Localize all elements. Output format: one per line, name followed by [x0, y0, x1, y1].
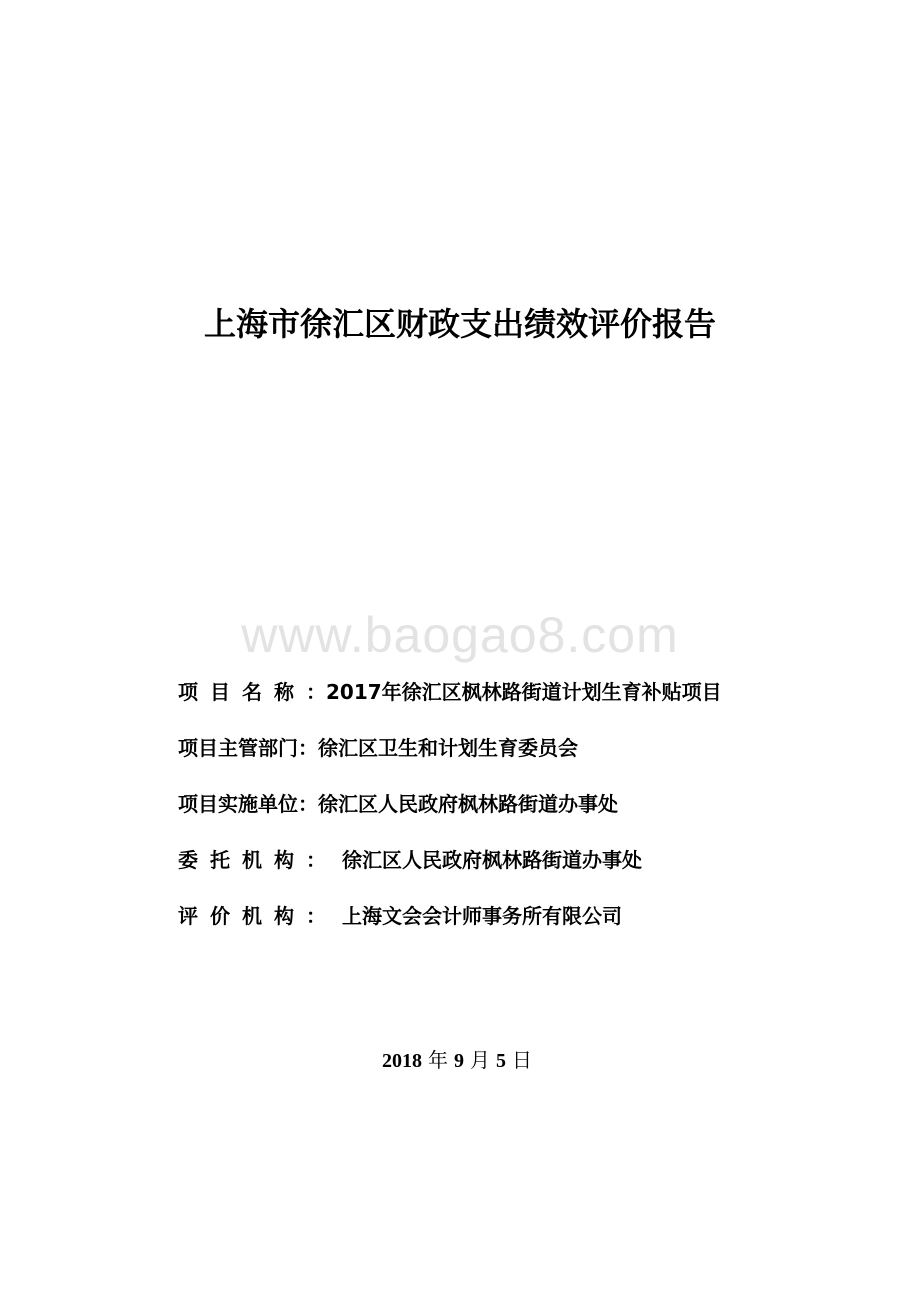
date-month-unit: 月 — [470, 1048, 490, 1072]
date-year: 2018 — [382, 1050, 422, 1072]
implementing-unit-label: 项目实施单位 — [178, 792, 298, 816]
report-title: 上海市徐汇区财政支出绩效评价报告 — [203, 305, 716, 343]
date-day-unit: 日 — [512, 1048, 532, 1072]
field-separator: ： — [298, 736, 318, 760]
field-separator: ： — [306, 680, 326, 704]
implementing-unit-row — [178, 786, 878, 842]
implementing-unit-value: 徐汇区人民政府枫林路街道办事处 — [318, 792, 618, 816]
evaluation-agency-row — [178, 898, 878, 954]
project-name-label: 项目名称 — [178, 680, 306, 704]
date-month: 9 — [454, 1050, 464, 1072]
project-info-block — [178, 674, 878, 954]
field-separator: ： — [306, 904, 326, 928]
field-separator: ： — [306, 848, 326, 872]
commissioning-agency-label: 委托机构 — [178, 848, 306, 872]
project-name-row — [178, 674, 878, 730]
supervising-department-value: 徐汇区卫生和计划生育委员会 — [318, 736, 578, 760]
date-day: 5 — [496, 1050, 506, 1072]
date-year-unit: 年 — [428, 1048, 448, 1072]
supervising-department-row — [178, 730, 878, 786]
evaluation-agency-value: 上海文会会计师事务所有限公司 — [342, 904, 622, 928]
project-name-value: 2017年徐汇区枫林路街道计划生育补贴项目 — [326, 680, 722, 704]
report-date — [0, 1040, 920, 1081]
evaluation-agency-label: 评价机构 — [178, 904, 306, 928]
supervising-department-label: 项目主管部门 — [178, 736, 298, 760]
commissioning-agency-value: 徐汇区人民政府枫林路街道办事处 — [342, 848, 642, 872]
watermark-text: www.baogao8.com — [241, 607, 679, 663]
commissioning-agency-row — [178, 842, 878, 898]
field-separator: ： — [298, 792, 318, 816]
